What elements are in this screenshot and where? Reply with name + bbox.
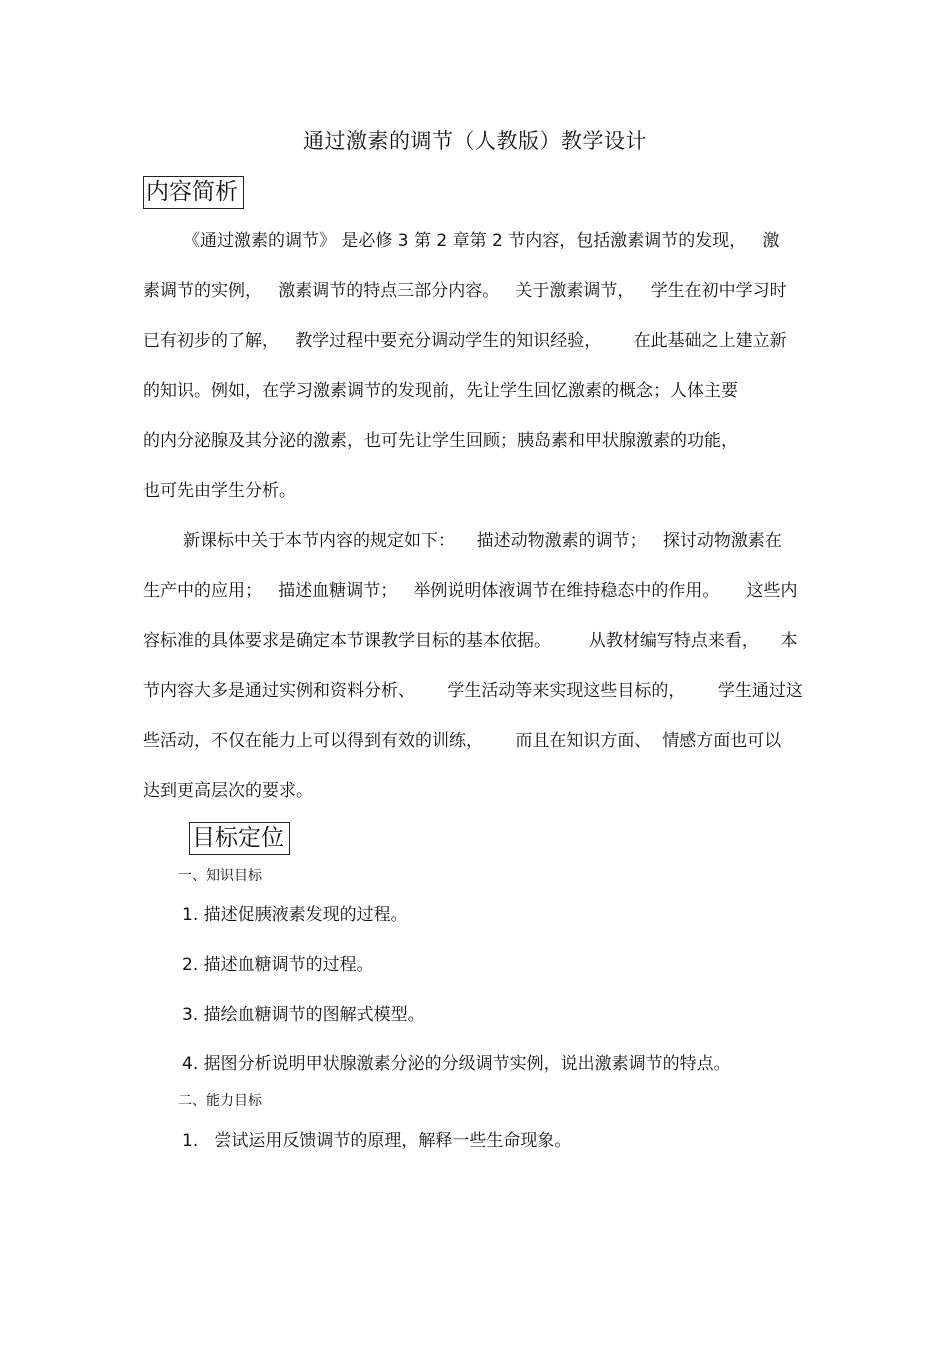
text-line: 生产中的应用； 描述血糖调节； 举例说明体液调节在维持稳态中的作用。 这些内 [143,581,798,601]
subheading-ability-goals: 二、能力目标 [178,1093,262,1109]
text-line: 的知识。例如，在学习激素调节的发现前，先让学生回忆激素的概念；人体主要 [143,381,738,401]
text-line: 节内容大多是通过实例和资料分析、 学生活动等来实现这些目标的， 学生通过这 [143,681,803,701]
list-item: 4. 据图分析说明甲状腺激素分泌的分级调节实例，说出激素调节的特点。 [182,1054,731,1074]
text-line: 《通过激素的调节》 是必修 3 第 2 章第 2 节内容，包括激素调节的发现， 激 [183,231,780,251]
list-item: 3. 描绘血糖调节的图解式模型。 [182,1005,425,1025]
subheading-knowledge-goals: 一、知识目标 [178,868,262,884]
text-line: 容标准的具体要求是确定本节课教学目标的基本依据。 从教材编写特点来看， 本 [143,631,798,651]
text-line: 达到更高层次的要求。 [143,781,313,801]
text-line: 新课标中关于本节内容的规定如下： 描述动物激素的调节； 探讨动物激素在 [183,531,782,551]
document-title: 通过激素的调节（人教版）教学设计 [303,129,647,153]
text-line: 也可先由学生分析。 [143,481,296,501]
list-item: 1. 描述促胰液素发现的过程。 [182,905,408,925]
section-heading-content-analysis: 内容简析 [143,176,244,209]
list-item: 2. 描述血糖调节的过程。 [182,955,374,975]
section-heading-goal-positioning: 目标定位 [189,822,290,855]
text-line: 的内分泌腺及其分泌的激素，也可先让学生回顾；胰岛素和甲状腺激素的功能， [143,431,738,451]
text-line: 已有初步的了解， 教学过程中要充分调动学生的知识经验， 在此基础之上建立新 [143,331,787,351]
list-item: 1. 尝试运用反馈调节的原理，解释一些生命现象。 [182,1131,572,1151]
text-line: 些活动，不仅在能力上可以得到有效的训练， 而且在知识方面、 情感方面也可以 [143,731,782,751]
text-line: 素调节的实例， 激素调节的特点三部分内容。 关于激素调节， 学生在初中学习时 [143,281,787,301]
